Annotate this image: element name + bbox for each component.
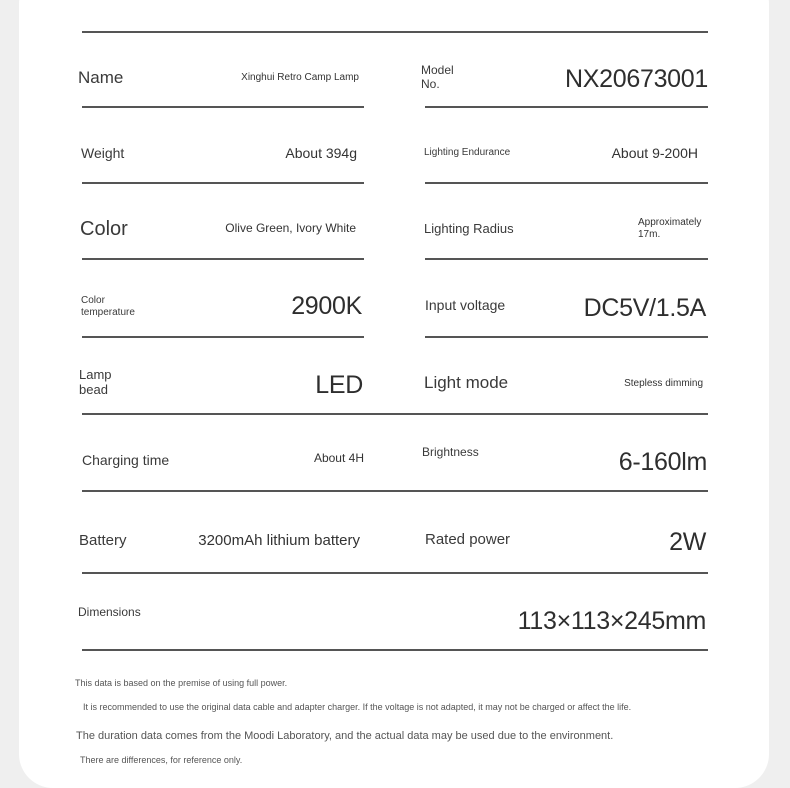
spec-label-dimensions: Dimensions (78, 605, 141, 619)
row-divider-left (82, 258, 364, 260)
spec-card (19, 0, 769, 788)
note-full-power: This data is based on the premise of using full power. (75, 678, 288, 688)
spec-label-lamp-bead: Lamp bead (79, 367, 112, 397)
spec-value-rated-power: 2W (669, 528, 706, 556)
spec-label-model-no: Model No. (421, 63, 454, 91)
row-divider-left (82, 106, 364, 108)
spec-label-rated-power: Rated power (425, 531, 511, 548)
spec-label-color: Color (80, 218, 128, 240)
spec-label-lighting-radius: Lighting Radius (424, 221, 514, 236)
spec-value-brightness: 6-160lm (618, 448, 707, 476)
row-divider-right (425, 106, 708, 108)
row-divider-right (425, 336, 708, 338)
spec-value-color-temperature: 2900K (291, 292, 362, 320)
row-divider-full (82, 572, 708, 574)
row-divider-right (425, 258, 708, 260)
note-moodi-laboratory: The duration data comes from the Moodi Laboratory, and the actual data may be used due to the environment. (76, 730, 614, 742)
row-divider-right (425, 182, 708, 184)
spec-label-battery: Battery (79, 532, 127, 549)
spec-label-charging-time: Charging time (82, 452, 170, 468)
row-divider-left (82, 182, 364, 184)
spec-value-input-voltage: DC5V/1.5A (583, 294, 706, 322)
spec-value-name: Xinghui Retro Camp Lamp (241, 72, 359, 83)
spec-value-battery: 3200mAh lithium battery (198, 532, 360, 549)
top-divider (82, 31, 708, 33)
note-reference-only: There are differences, for reference only. (80, 755, 243, 765)
spec-value-model-no: NX20673001 (565, 65, 708, 93)
spec-label-light-mode: Light mode (424, 373, 509, 392)
spec-label-brightness: Brightness (422, 445, 479, 459)
row-divider-full (82, 490, 708, 492)
spec-label-name: Name (78, 68, 124, 87)
spec-value-lamp-bead: LED (315, 371, 363, 399)
row-divider-full (82, 413, 708, 415)
spec-value-lighting-radius: Approximately 17m. (638, 217, 702, 240)
spec-label-weight: Weight (81, 145, 125, 161)
spec-value-light-mode: Stepless dimming (624, 378, 703, 389)
spec-value-lighting-endurance: About 9-200H (611, 145, 698, 161)
spec-value-dimensions: 113×113×245mm (517, 607, 706, 635)
spec-value-color: Olive Green, Ivory White (225, 221, 356, 235)
note-original-charger: It is recommended to use the original data cable and adapter charger. If the voltage is not adapted, it may not be charged or affect the life. (83, 702, 632, 712)
spec-label-lighting-endurance: Lighting Endurance (424, 147, 511, 158)
row-divider-full (82, 649, 708, 651)
spec-value-weight: About 394g (285, 145, 357, 161)
spec-label-input-voltage: Input voltage (425, 297, 506, 313)
spec-value-charging-time: About 4H (313, 451, 364, 465)
row-divider-left (82, 336, 364, 338)
spec-label-color-temperature: Color temperature (81, 295, 135, 318)
